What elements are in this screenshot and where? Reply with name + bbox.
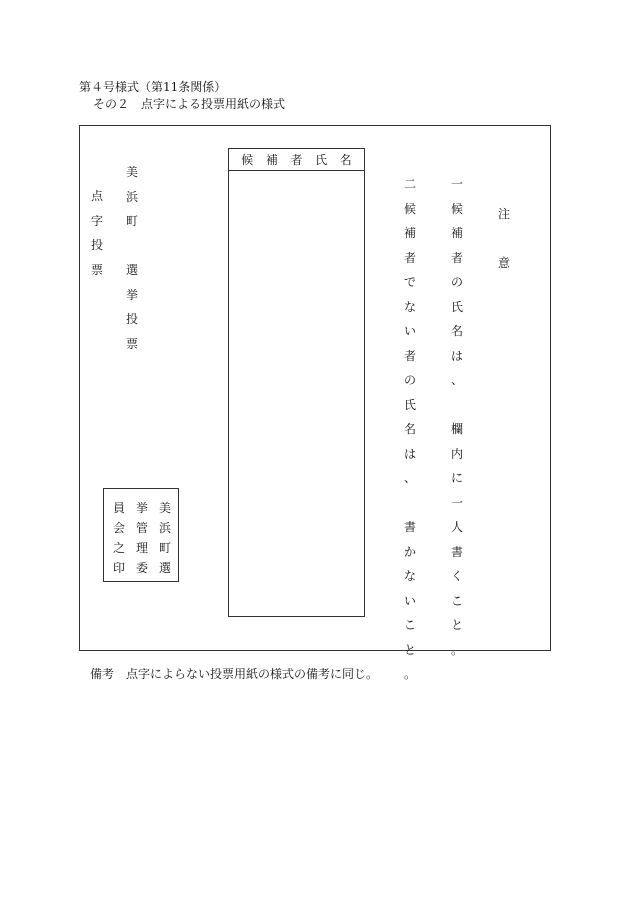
- char: の: [403, 373, 416, 387]
- char: 。: [450, 642, 463, 657]
- char: 氏: [403, 397, 416, 412]
- char: こ: [403, 618, 416, 632]
- char: 氏: [315, 153, 328, 167]
- char: 名: [339, 153, 352, 167]
- note-2: [403, 172, 417, 687]
- char: 書: [450, 544, 463, 559]
- tenji-label: [90, 184, 104, 282]
- char: い: [403, 593, 416, 608]
- char: 投: [125, 312, 138, 326]
- stamp-column: [135, 498, 149, 578]
- form-number-title: 第４号様式（第11条関係）: [79, 80, 227, 94]
- char: 内: [450, 446, 463, 461]
- char: は: [450, 348, 463, 363]
- char: こ: [450, 593, 463, 608]
- char: 氏: [450, 299, 463, 314]
- election-committee-stamp: [103, 488, 179, 582]
- char: い: [403, 324, 416, 338]
- char: 挙: [135, 501, 148, 515]
- char: 浜: [125, 189, 138, 204]
- char: 候: [241, 153, 254, 167]
- char: 二: [403, 177, 416, 191]
- char: 浜: [158, 521, 171, 535]
- form-subtitle: その２ 点字による投票用紙の様式: [93, 97, 286, 111]
- char: 町: [158, 541, 171, 555]
- char: に: [450, 471, 463, 485]
- char: 之: [112, 541, 125, 555]
- char: で: [403, 275, 416, 289]
- char: は: [403, 446, 416, 461]
- char: 投: [90, 238, 103, 252]
- char: 選: [125, 263, 138, 277]
- char: 。: [403, 667, 416, 681]
- char: 美: [125, 165, 138, 179]
- char: 者: [290, 153, 303, 167]
- char: 字: [90, 213, 103, 228]
- char: 人: [450, 520, 463, 534]
- char: 者: [450, 250, 463, 265]
- char: 点: [90, 189, 103, 203]
- char: 欄: [450, 422, 463, 436]
- stamp-column: [112, 498, 126, 578]
- candidate-name-box: [228, 148, 365, 617]
- char: [497, 227, 511, 252]
- char: 候: [450, 201, 463, 216]
- char: 一: [450, 177, 463, 191]
- char: 理: [135, 541, 148, 555]
- char: 補: [450, 226, 463, 240]
- char: 選: [158, 561, 171, 575]
- char: 美: [158, 501, 171, 515]
- char: 員: [112, 501, 125, 515]
- char: 票: [90, 262, 103, 277]
- char: 名: [403, 422, 416, 436]
- char: と: [403, 642, 416, 657]
- char: 、: [450, 373, 463, 387]
- char: 委: [135, 561, 148, 575]
- char: 挙: [125, 287, 138, 302]
- char: 意: [497, 256, 510, 270]
- char: [450, 393, 464, 418]
- char: の: [450, 275, 463, 289]
- char: か: [403, 544, 416, 559]
- char: な: [403, 299, 416, 314]
- char: 補: [403, 226, 416, 240]
- candidate-name-header: [229, 149, 364, 171]
- char: 者: [403, 348, 416, 363]
- char: 補: [265, 153, 278, 167]
- note-1: [450, 172, 464, 662]
- char: [125, 234, 139, 259]
- char: 会: [112, 521, 125, 535]
- char: 票: [125, 336, 138, 351]
- ballot-title: [125, 160, 139, 356]
- char: 者: [403, 250, 416, 265]
- char: 注: [497, 207, 510, 221]
- char: な: [403, 569, 416, 583]
- char: く: [450, 569, 463, 583]
- char: 町: [125, 214, 138, 228]
- char: 書: [403, 520, 416, 534]
- char: 候: [403, 201, 416, 216]
- char: 管: [135, 521, 148, 535]
- stamp-column: [158, 498, 172, 578]
- char: 印: [112, 561, 125, 575]
- char: 、: [403, 471, 416, 485]
- char: [403, 491, 417, 516]
- remark-text: 備考 点字によらない投票用紙の様式の備考に同じ。: [90, 667, 379, 681]
- char: 名: [450, 324, 463, 338]
- char: 一: [450, 495, 463, 510]
- char: と: [450, 618, 463, 632]
- notes-title: [497, 202, 511, 276]
